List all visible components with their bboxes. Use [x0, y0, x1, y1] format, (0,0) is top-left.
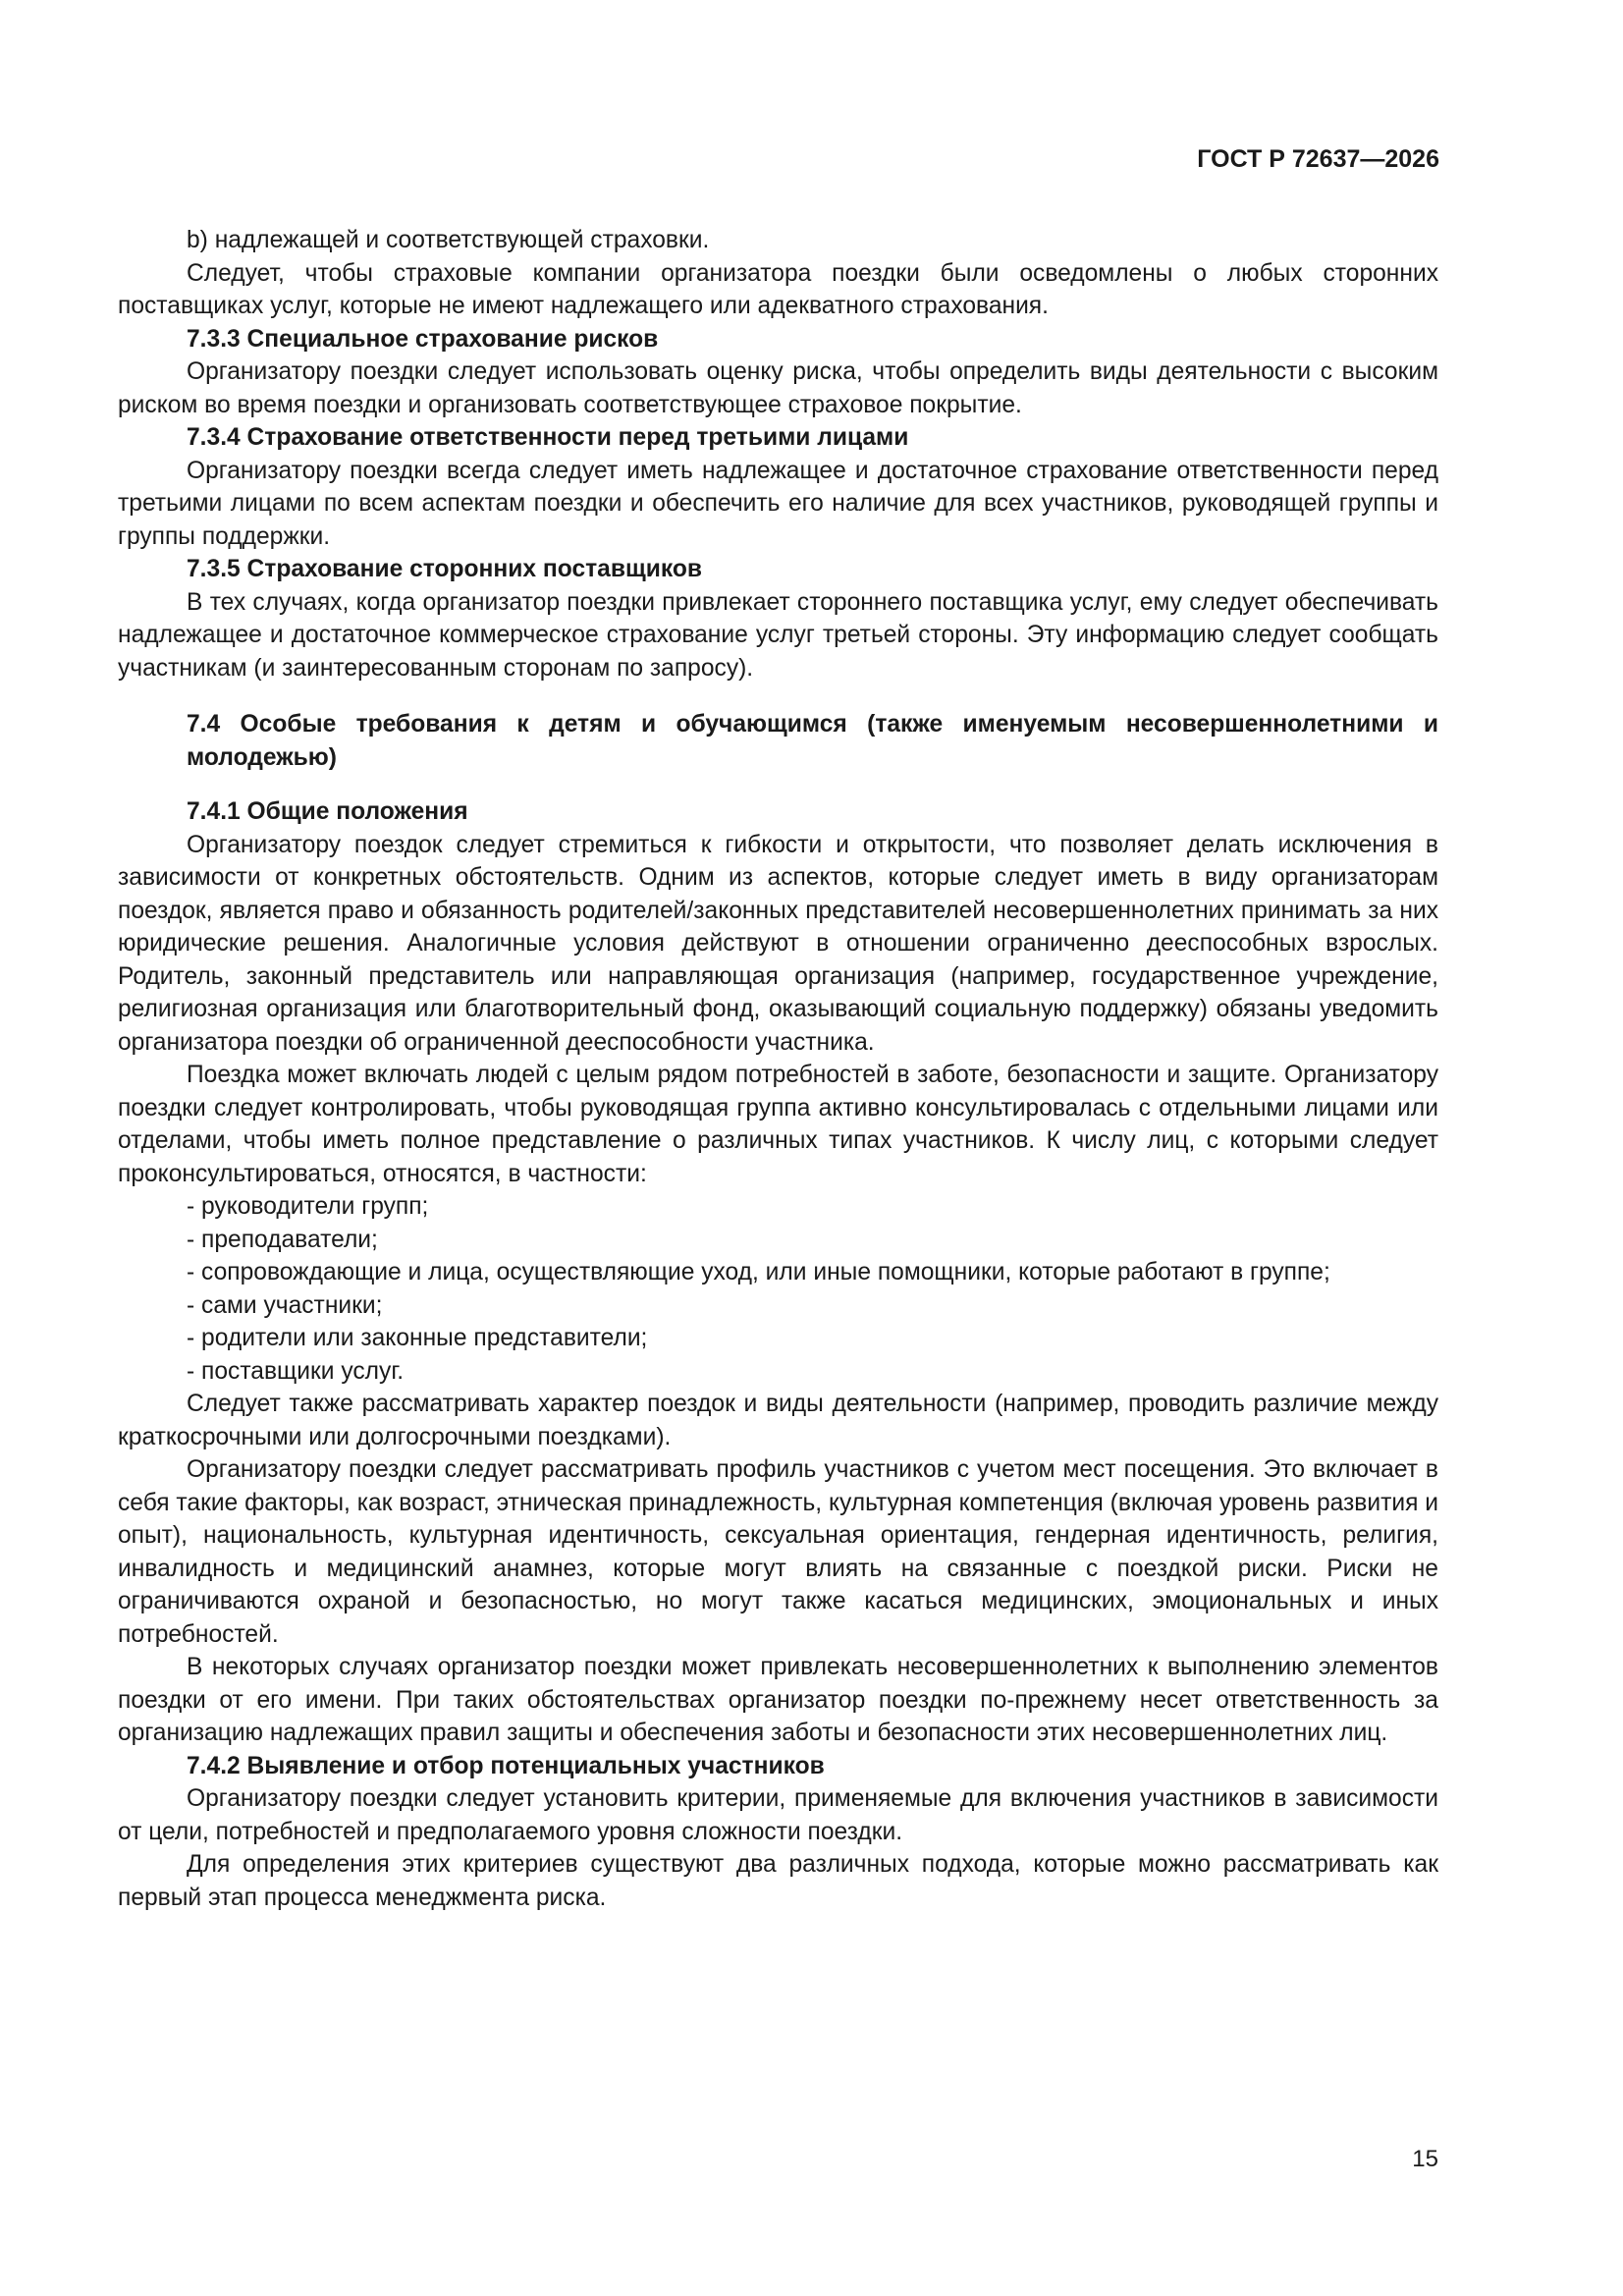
- paragraph: Организатору поездки следует использовать оценку риска, чтобы определить виды деятельности с высоким риском во время поездки и организовать соответствующее страховое покрытие.: [118, 358, 1438, 418]
- paragraph: Следует также рассматривать характер поездок и виды деятельности (например, проводить различие между краткосрочными или долгосрочными поездками).: [118, 1391, 1438, 1450]
- list-item: - сами участники;: [187, 1291, 383, 1319]
- section-heading-7-4: 7.4 Особые требования к детям и обучающимся (также именуемым несовершеннолетними и молодежью): [187, 711, 1438, 771]
- paragraph: Поездка может включать людей с целым рядом потребностей в заботе, безопасности и защите. Организатору поездки следует контролировать, чтобы руководящая группа активно консультировалась с отдельными лицами или отделами, чтобы иметь полное представление о различных типах участников. К числу лиц, с которыми следует проконсультироваться, относятся, в частности:: [118, 1062, 1438, 1187]
- page-number: 15: [1412, 2146, 1438, 2172]
- paragraph: Следует, чтобы страховые компании организатора поездки были осведомлены о любых сторонних поставщиках услуг, которые не имеют надлежащего или адекватного страхования.: [118, 259, 1438, 319]
- paragraph: Для определения этих критериев существуют два различных подхода, которые можно рассматривать как первый этап процесса менеджмента риска.: [118, 1851, 1438, 1911]
- list-item: - преподаватели;: [187, 1226, 378, 1253]
- section-heading-7-3-5: 7.3.5 Страхование сторонних поставщиков: [187, 556, 702, 582]
- list-item: - руководители групп;: [187, 1193, 429, 1220]
- section-heading-7-3-3: 7.3.3 Специальное страхование рисков: [187, 325, 659, 353]
- document-header: ГОСТ Р 72637—2026: [1197, 145, 1439, 173]
- paragraph: Организатору поездки следует установить критерии, применяемые для включения участников в зависимости от цели, потребностей и предполагаемого уровня сложности поездки.: [118, 1785, 1438, 1845]
- list-item: - родители или законные представители;: [187, 1325, 648, 1351]
- paragraph: В тех случаях, когда организатор поездки привлекает стороннего поставщика услуг, ему следует обеспечивать надлежащее и достаточное коммерческое страхование услуг третьей стороны. Эту информацию следует сообщать участникам (и заинтересованным сторонам по запросу).: [118, 588, 1438, 682]
- paragraph: Организатору поездки следует рассматривать профиль участников с учетом мест посещения. Это включает в себя такие факторы, как возраст, этническая принадлежность, культурная компетенция (включая уровень развития и опыт), национальность, культурная идентичность, сексуальная ориентация, гендерная идентичность, религия, инвалидность и медицинский анамнез, которые могут влиять на связанные с поездкой риски. Риски не ограничиваются охраной и безопасностью, но могут также касаться медицинских, эмоциональных и иных потребностей.: [118, 1456, 1438, 1648]
- list-item: - поставщики услуг.: [187, 1357, 405, 1385]
- paragraph: В некоторых случаях организатор поездки может привлекать несовершеннолетних к выполнению элементов поездки от его имени. При таких обстоятельствах организатор поездки по-прежнему несет ответственность за организацию надлежащих правил защиты и обеспечения заботы и безопасности этих несовершеннолетних лиц.: [118, 1654, 1438, 1746]
- section-heading-7-3-4: 7.3.4 Страхование ответственности перед третьими лицами: [187, 424, 909, 451]
- list-item: - сопровождающие и лица, осуществляющие уход, или иные помощники, которые работают в группе;: [187, 1259, 1330, 1285]
- paragraph: b) надлежащей и соответствующей страховки.: [187, 227, 710, 253]
- paragraph: Организатору поездки всегда следует иметь надлежащее и достаточное страхование ответственности перед третьими лицами по всем аспектам поездки и обеспечить его наличие для всех участников, руководящей группы и группы поддержки.: [118, 457, 1438, 550]
- paragraph: Организатору поездок следует стремиться к гибкости и открытости, что позволяет делать исключения в зависимости от конкретных обстоятельств. Одним из аспектов, которые следует иметь в виду организаторам поездок, является право и обязанность родителей/законных представителей несовершеннолетних принимать за них юридические решения. Аналогичные условия действуют в отношении ограниченно дееспособных взрослых. Родитель, законный представитель или направляющая организация (например, государственное учреждение, религиозная организация или благотворительный фонд, оказывающий социальную поддержку) обязаны уведомить организатора поездки об ограниченной дееспособности участника.: [118, 831, 1438, 1056]
- section-heading-7-4-1: 7.4.1 Общие положения: [187, 798, 468, 825]
- document-body: [118, 224, 1438, 1914]
- section-heading-7-4-2: 7.4.2 Выявление и отбор потенциальных участников: [187, 1752, 825, 1779]
